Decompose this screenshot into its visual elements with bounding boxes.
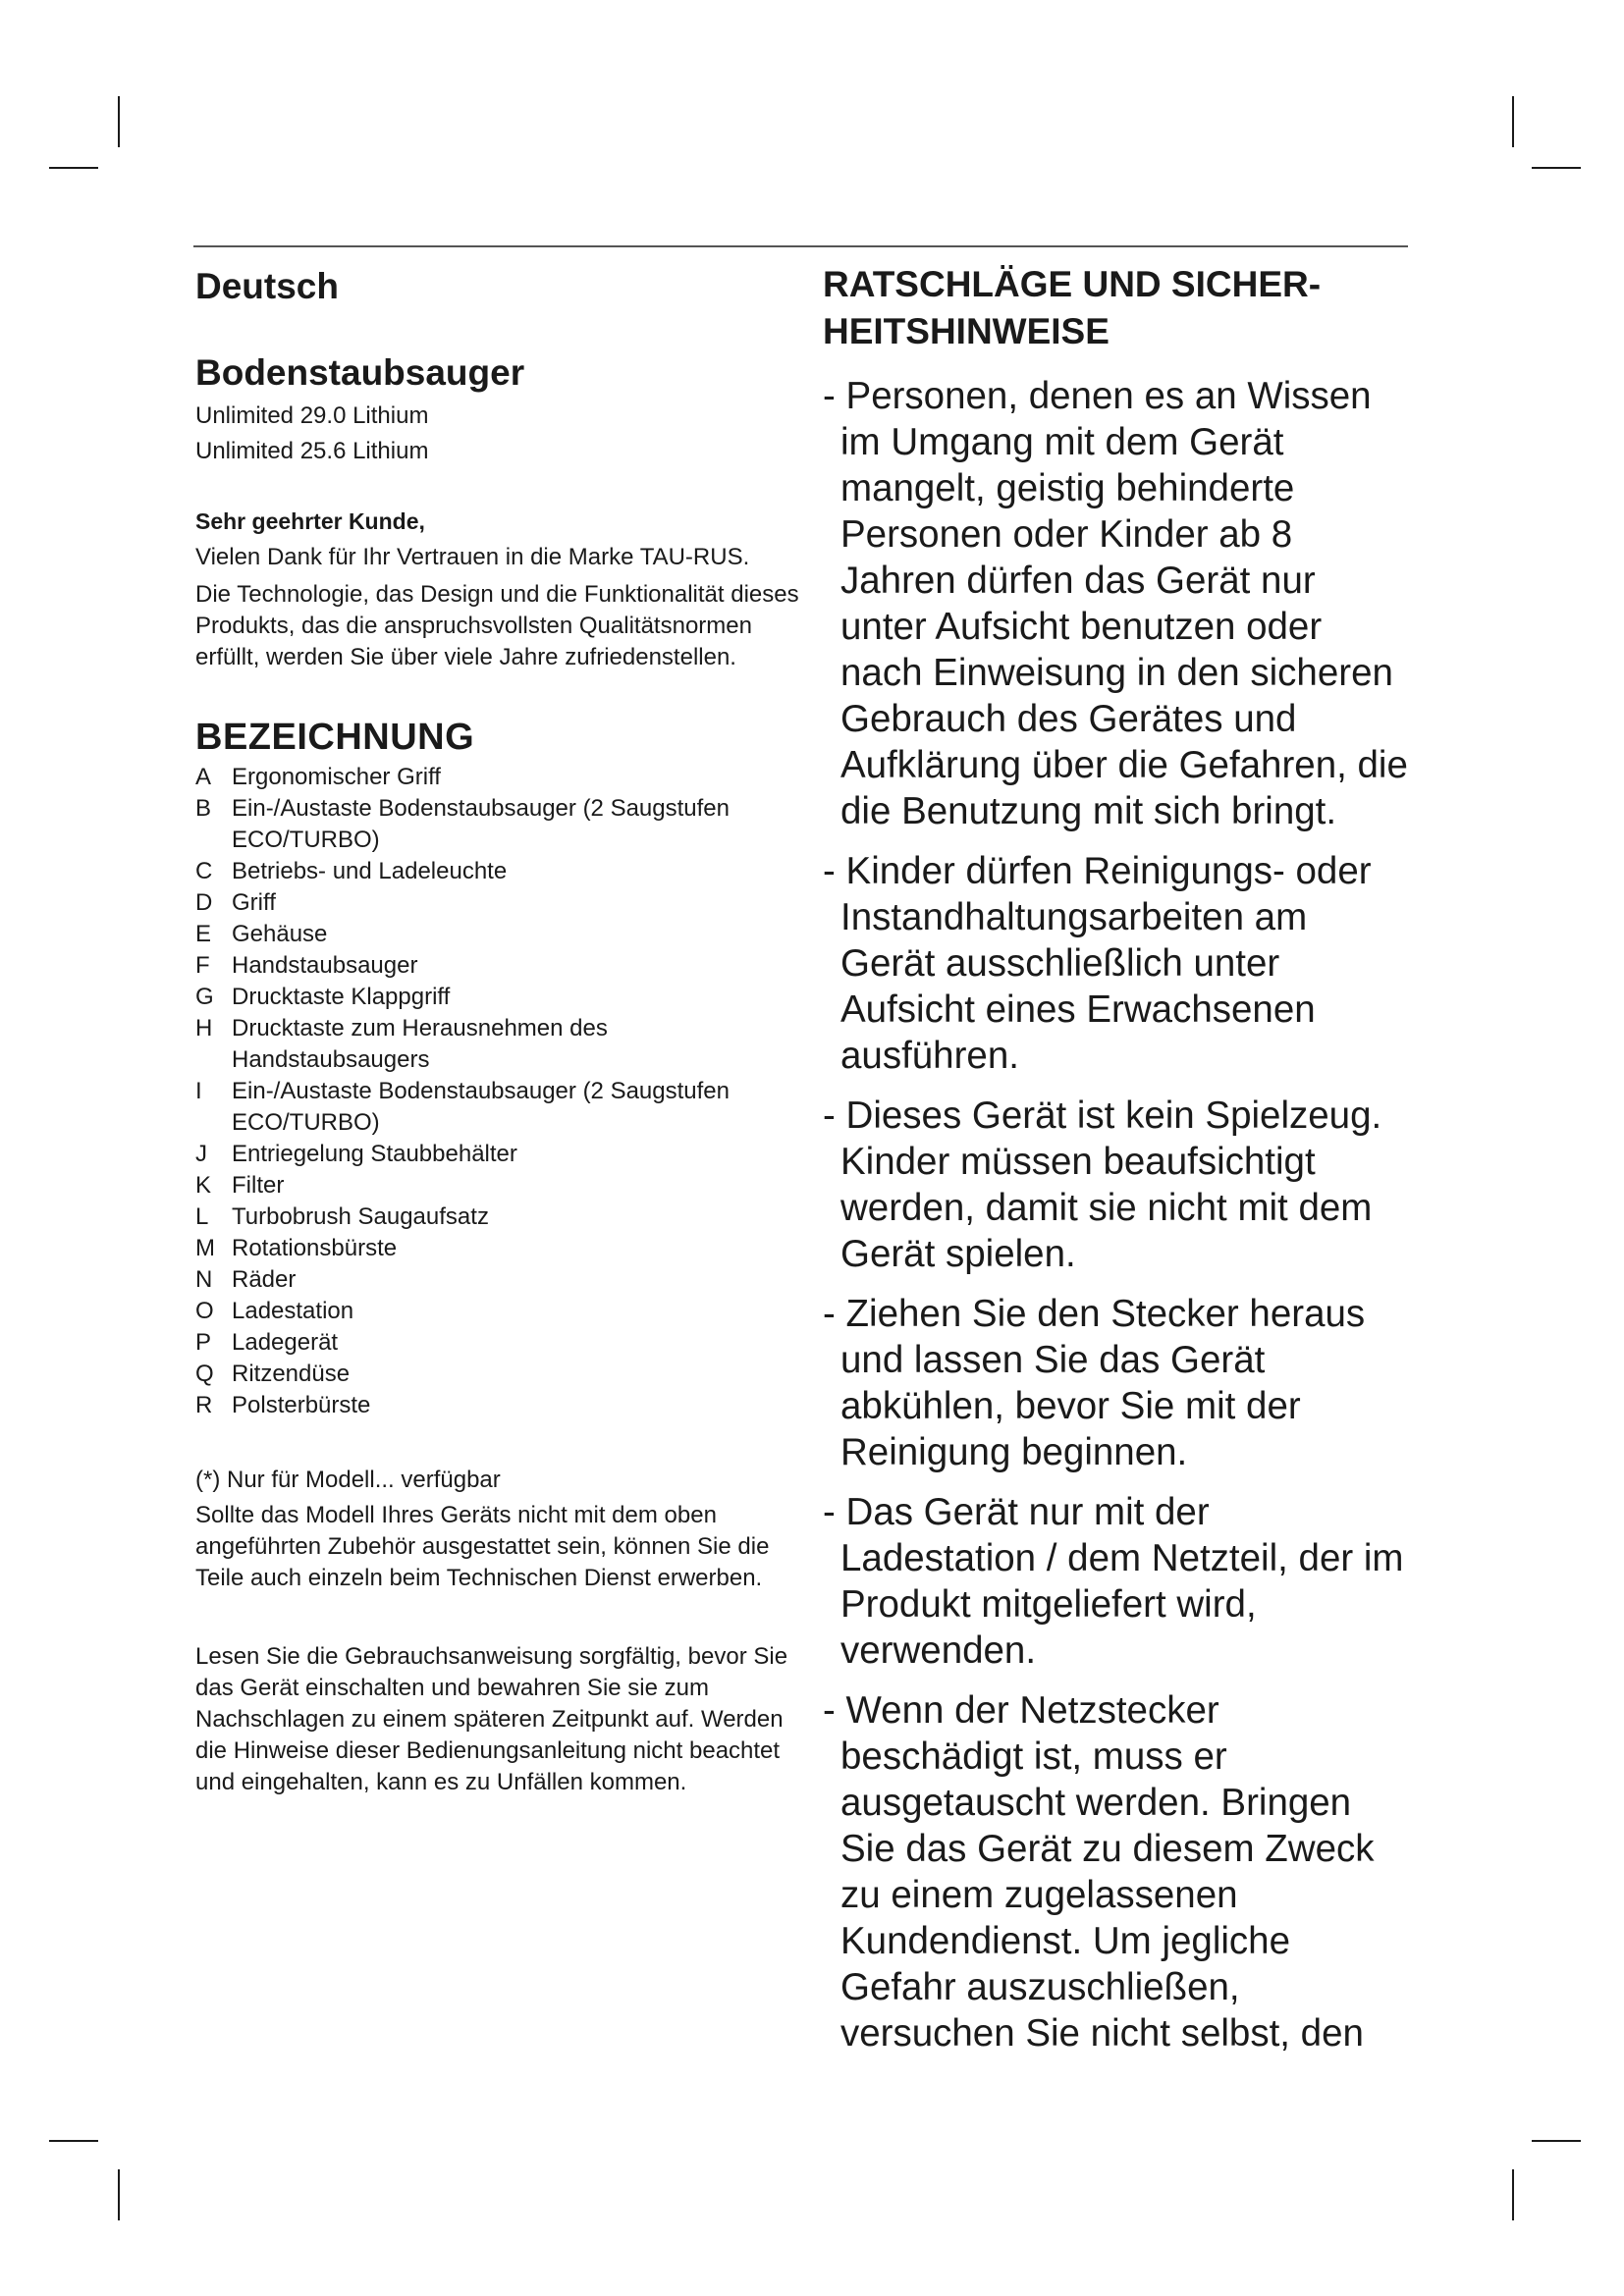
intro-paragraph: Vielen Dank für Ihr Vertrauen in die Marke TAU-RUS. — [195, 544, 750, 570]
part-item — [195, 1139, 804, 1170]
part-item — [195, 982, 804, 1013]
part-letter: E — [195, 921, 212, 947]
part-label: Drucktaste zum Herausnehmen des Handstaubsaugers — [232, 1015, 608, 1073]
part-item — [195, 1327, 804, 1359]
part-item — [195, 919, 804, 950]
part-label: Ritzendüse — [232, 1361, 351, 1387]
part-item — [195, 1201, 804, 1233]
part-label: Räder — [232, 1266, 297, 1293]
parts-list — [195, 762, 804, 1421]
read-instructions-block — [195, 1641, 804, 1798]
part-letter: F — [195, 952, 210, 979]
part-label: Handstaubsauger — [232, 952, 418, 979]
safety-advice-item: - Wenn der Netzstecker beschädigt ist, muss er ausgetauscht werden. Bringen Sie das Gerät zu diesem Zweck zu einem zugelassenen Kundendienst. Um jegliche Gefahr auszuschließen, versuchen Sie nicht selbst, den — [823, 1689, 1375, 2055]
part-letter: O — [195, 1298, 214, 1324]
part-letter: L — [195, 1203, 209, 1230]
safety-advice-item: - Kinder dürfen Reinigungs- oder Instandhaltungsarbeiten am Gerät ausschließlich unter Aufsicht eines Erwachsenen ausführen. — [823, 850, 1372, 1077]
part-label: Entriegelung Staubbehälter — [232, 1141, 517, 1167]
part-label: Ladestation — [232, 1298, 354, 1324]
part-item — [195, 762, 804, 793]
part-letter: C — [195, 858, 213, 884]
right-column — [823, 261, 1412, 2070]
part-item — [195, 1233, 804, 1264]
model-name: Unlimited 25.6 Lithium — [195, 438, 429, 464]
part-item — [195, 1264, 804, 1296]
part-label: Polsterbürste — [232, 1392, 371, 1418]
accessory-note-block — [195, 1465, 804, 1594]
crop-mark-top-right-horizontal — [1532, 167, 1581, 169]
crop-mark-bottom-right-vertical — [1512, 2169, 1514, 2220]
safety-advice-item: - Dieses Gerät ist kein Spielzeug. Kinder müssen beaufsichtigt werden, damit sie nicht mit dem Gerät spielen. — [823, 1095, 1382, 1275]
read-instructions-note: Lesen Sie die Gebrauchsanweisung sorgfältig, bevor Sie das Gerät einschalten und bewahren Sie sie zum Nachschlagen zu einem späteren Zeitpunkt auf. Werden die Hinweise dieser Bedienungsanleitung nicht beachtet und eingehalten, kann es zu Unfällen kommen. — [195, 1643, 788, 1795]
part-label: Rotationsbürste — [232, 1235, 398, 1261]
part-item — [195, 1013, 804, 1076]
part-label: Ein-/Austaste Bodenstaubsauger (2 Saugstufen ECO/TURBO) — [232, 1078, 730, 1136]
part-letter: K — [195, 1172, 212, 1199]
part-letter: N — [195, 1266, 213, 1293]
crop-mark-top-right-vertical — [1512, 96, 1514, 147]
language-heading: Deutsch — [195, 266, 339, 306]
part-letter: A — [195, 764, 212, 790]
crop-mark-bottom-right-horizontal — [1532, 2140, 1581, 2142]
part-label: Griff — [232, 889, 276, 916]
part-label: Betriebs- und Ladeleuchte — [232, 858, 508, 884]
safety-advice-item: - Ziehen Sie den Stecker heraus und lassen Sie das Gerät abkühlen, bevor Sie mit der Reinigung beginnen. — [823, 1293, 1366, 1473]
part-item — [195, 950, 804, 982]
part-item — [195, 856, 804, 887]
accessory-note: Sollte das Modell Ihres Geräts nicht mit dem oben angeführten Zubehör ausgestattet sein, können Sie die Teile auch einzeln beim Technischen Dienst erwerben. — [195, 1502, 770, 1591]
part-label: Filter — [232, 1172, 285, 1199]
part-letter: D — [195, 889, 213, 916]
part-letter: I — [195, 1078, 202, 1104]
part-letter: R — [195, 1392, 213, 1418]
crop-mark-bottom-left-vertical — [118, 2169, 120, 2220]
header-rule — [193, 245, 1408, 247]
part-letter: M — [195, 1235, 215, 1261]
part-item — [195, 1296, 804, 1327]
part-label: Gehäuse — [232, 921, 328, 947]
part-item — [195, 793, 804, 856]
model-list — [195, 399, 804, 469]
part-letter: G — [195, 984, 214, 1010]
product-title: Bodenstaubsauger — [195, 352, 525, 393]
part-letter: H — [195, 1015, 213, 1041]
part-label: Drucktaste Klappgriff — [232, 984, 451, 1010]
greeting: Sehr geehrter Kunde, — [195, 508, 425, 534]
part-item — [195, 1359, 804, 1390]
part-label: Ladegerät — [232, 1329, 339, 1356]
safety-heading: RATSCHLÄGE UND SICHER-HEITSHINWEISE — [823, 264, 1322, 351]
part-item — [195, 887, 804, 919]
part-letter: B — [195, 795, 212, 822]
part-letter: J — [195, 1141, 207, 1167]
left-column — [195, 263, 804, 1804]
part-item — [195, 1170, 804, 1201]
part-letter: Q — [195, 1361, 214, 1387]
designation-heading: BEZEICHNUNG — [195, 717, 475, 758]
part-label: Turbobrush Saugaufsatz — [232, 1203, 489, 1230]
safety-advice-list — [823, 373, 1412, 2056]
crop-mark-top-left-vertical — [118, 96, 120, 147]
part-letter: P — [195, 1329, 212, 1356]
availability-note: (*) Nur für Modell... verfügbar — [195, 1467, 501, 1493]
part-item — [195, 1390, 804, 1421]
part-item — [195, 1076, 804, 1139]
safety-advice-item: - Das Gerät nur mit der Ladestation / dem Netzteil, der im Produkt mitgeliefert wird, verwenden. — [823, 1491, 1404, 1672]
safety-advice-item: - Personen, denen es an Wissen im Umgang mit dem Gerät mangelt, geistig behinderte Personen oder Kinder ab 8 Jahren dürfen das Gerät nur unter Aufsicht benutzen oder nach Einweisung in den sicheren Gebrauch des Gerätes und Aufklärung über die Gefahren, die die Benutzung mit sich bringt. — [823, 375, 1408, 832]
crop-mark-top-left-horizontal — [49, 167, 98, 169]
model-name: Unlimited 29.0 Lithium — [195, 402, 429, 429]
intro-paragraph: Die Technologie, das Design und die Funktionalität dieses Produkts, das die anspruchsvollsten Qualitätsnormen erfüllt, werden Sie über viele Jahre zufriedenstellen. — [195, 581, 799, 670]
crop-mark-bottom-left-horizontal — [49, 2140, 98, 2142]
part-label: Ergonomischer Griff — [232, 764, 441, 790]
part-label: Ein-/Austaste Bodenstaubsauger (2 Saugstufen ECO/TURBO) — [232, 795, 730, 853]
